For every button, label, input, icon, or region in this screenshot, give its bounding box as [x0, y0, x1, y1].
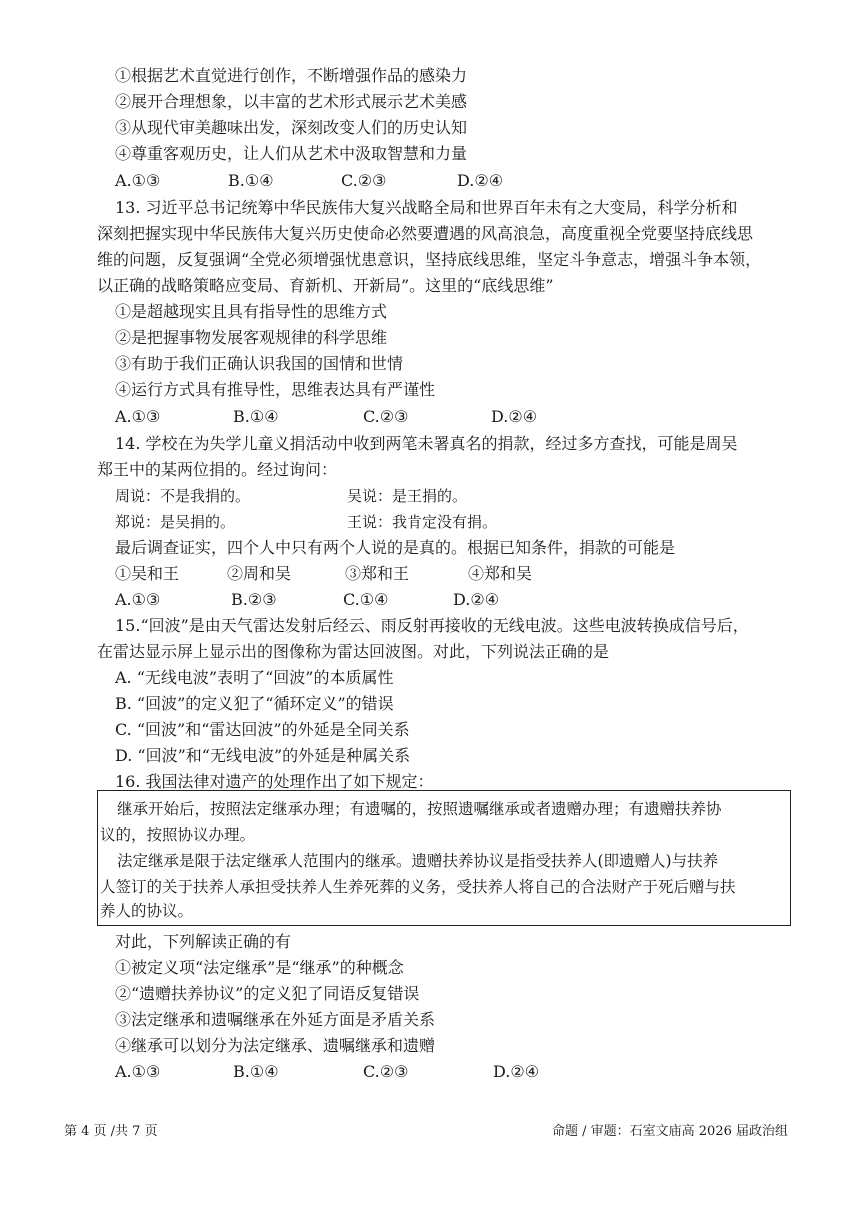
- choice-b: B.①④: [233, 407, 279, 426]
- q15-stem-line-1: 15.“回波”是由天气雷达发射后经云、雨反射再接收的无线电波。这些电波转换成信号后，: [115, 616, 749, 635]
- footer-credit: 命题 / 审题：石室文庙高 2026 届政治组: [552, 1124, 788, 1139]
- q16-option-2: ②“遗赠扶养协议”的定义犯了同语反复错误: [115, 984, 420, 1003]
- q15-stem-line-2: 在雷达显示屏上显示出的图像称为雷达回波图。对此，下列说法正确的是: [97, 642, 610, 661]
- q16-option-4: ④继承可以划分为法定继承、遗嘱继承和遗赠: [115, 1036, 436, 1055]
- q14-wang-statement: 王说：我肯定没有捐。: [347, 513, 498, 531]
- q14-stem-line-1: 14. 学校在为失学儿童义捐活动中收到两笔未署真名的捐款，经过多方查找，可能是周吴: [115, 434, 738, 453]
- q16-stem-line-2: 对此，下列解读正确的有: [115, 932, 292, 951]
- q14-wu-statement: 吴说：是王捐的。: [347, 487, 468, 505]
- law-excerpt-line-4: 人签订的关于扶养人承担受扶养人生养死葬的义务，受扶养人将自己的合法财产于死后赠与扶: [100, 878, 736, 896]
- prev-option-3: ③从现代审美趣味出发，深刻改变人们的历史认知: [115, 118, 468, 137]
- choice-d: D.②④: [457, 171, 504, 190]
- choice-d: D.②④: [493, 1062, 540, 1081]
- q13-option-1: ①是超越现实且具有指导性的思维方式: [115, 302, 388, 321]
- choice-c: C.②③: [363, 1062, 409, 1081]
- prev-option-2: ②展开合理想象，以丰富的艺术形式展示艺术美感: [115, 92, 468, 111]
- q13-stem-line-4: 以正确的战略策略应变局、育新机、开新局”。这里的“底线思维”: [97, 276, 554, 295]
- choice-b: B.①④: [228, 171, 274, 190]
- q16-choices: [115, 1062, 539, 1082]
- q13-stem-line-2: 深刻把握实现中华民族伟大复兴历史使命必然要遭遇的风高浪急，高度重视全党要坚持底线思: [97, 224, 754, 243]
- prev-option-4: ④尊重客观历史，让人们从艺术中汲取智慧和力量: [115, 144, 468, 163]
- q14-stem-line-2: 郑王中的某两位捐的。经过询问：: [97, 460, 338, 479]
- prev-choices: [115, 171, 503, 191]
- choice-c: C.①④: [343, 590, 389, 609]
- law-excerpt-line-1: 继承开始后，按照法定继承办理；有遗嘱的，按照遗嘱继承或者遗赠办理；有遗赠扶养协: [117, 800, 722, 818]
- pair-1: ①吴和王: [115, 564, 180, 583]
- q15-option-a: A. “无线电波”表明了“回波”的本质属性: [115, 668, 394, 687]
- q13-option-2: ②是把握事物发展客观规律的科学思维: [115, 328, 388, 347]
- choice-a: A.①③: [115, 590, 161, 609]
- choice-d: D.②④: [491, 407, 538, 426]
- choice-a: A.①③: [115, 407, 161, 426]
- q16-option-3: ③法定继承和遗嘱继承在外延方面是矛盾关系: [115, 1010, 436, 1029]
- q13-option-3: ③有助于我们正确认识我国的国情和世情: [115, 354, 404, 373]
- q15-option-b: B. “回波”的定义犯了“循环定义”的错误: [115, 694, 394, 713]
- q13-stem-line-3: 维的问题，反复强调“全党必须增强忧患意识，坚持底线思维，坚定斗争意志，增强斗争本领，: [97, 250, 762, 269]
- pair-3: ③郑和王: [345, 564, 410, 583]
- q13-option-4: ④运行方式具有推导性，思维表达具有严谨性: [115, 380, 436, 399]
- page-number: 第 4 页 /共 7 页: [64, 1124, 158, 1139]
- law-excerpt-box: [97, 790, 791, 926]
- q16-option-1: ①被定义项“法定继承”是“继承”的种概念: [115, 958, 404, 977]
- choice-c: C.②③: [363, 407, 409, 426]
- q14-stem-line-3: 最后调查证实，四个人中只有两个人说的是真的。根据已知条件，捐款的可能是: [115, 538, 676, 557]
- choice-a: A.①③: [115, 1062, 161, 1081]
- q14-zhou-statement: 周说：不是我捐的。: [115, 487, 251, 505]
- q14-pairs: [115, 564, 532, 584]
- q13-choices: [115, 407, 537, 427]
- choice-b: B.②③: [231, 590, 277, 609]
- q14-choices: [115, 590, 499, 610]
- pair-4: ④郑和吴: [468, 564, 533, 583]
- prev-option-1: ①根据艺术直觉进行创作，不断增强作品的感染力: [115, 66, 468, 85]
- q13-stem-line-1: 13. 习近平总书记统筹中华民族伟大复兴战略全局和世界百年未有之大变局，科学分析和: [115, 198, 738, 217]
- law-excerpt-line-3: 法定继承是限于法定继承人范围内的继承。遗赠扶养协议是指受扶养人(即遗赠人)与扶养: [117, 852, 719, 870]
- q15-option-d: D. “回波”和“无线电波”的外延是种属关系: [115, 746, 411, 765]
- choice-d: D.②④: [453, 590, 500, 609]
- q15-option-c: C. “回波”和“雷达回波”的外延是全同关系: [115, 720, 410, 739]
- q14-zheng-statement: 郑说：是吴捐的。: [115, 513, 236, 531]
- q16-stem-line-1: 16. 我国法律对遗产的处理作出了如下规定：: [115, 772, 434, 791]
- law-excerpt-line-5: 养人的协议。: [100, 902, 194, 920]
- choice-b: B.①④: [233, 1062, 279, 1081]
- choice-a: A.①③: [115, 171, 161, 190]
- choice-c: C.②③: [341, 171, 387, 190]
- law-excerpt-line-2: 议的，按照协议办理。: [100, 826, 256, 844]
- pair-2: ②周和吴: [227, 564, 292, 583]
